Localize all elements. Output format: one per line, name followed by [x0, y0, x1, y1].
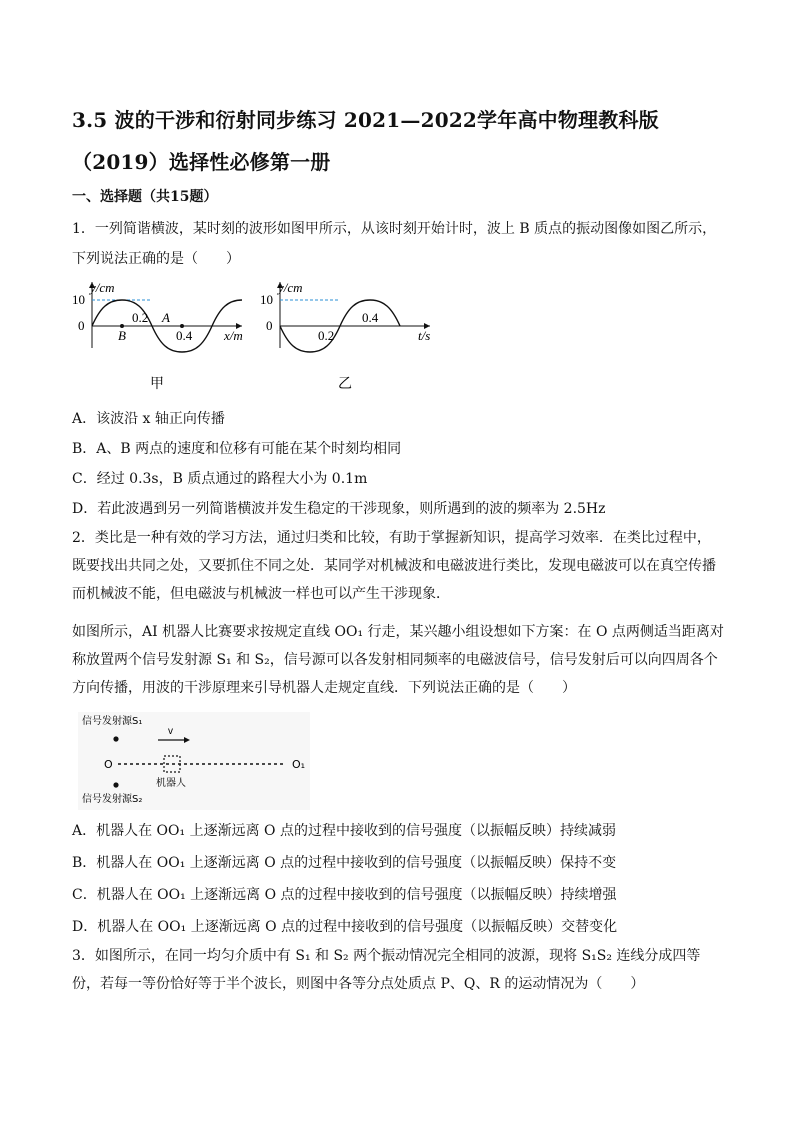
- s1-label: 信号发射源S₁: [82, 716, 143, 727]
- q2-option-d: D．机器人在 OO₁ 上逐渐远离 O 点的过程中接收到的信号强度（以振幅反映）交替变化: [72, 919, 618, 935]
- ytick-10: 10: [72, 292, 85, 307]
- q1-stem-line1: 1．一列简谐横波，某时刻的波形如图甲所示，从该时刻开始计时，波上 B 质点的振动图像如图乙所示，: [72, 221, 717, 237]
- q1-wave-graph-a: [70, 278, 260, 398]
- origin-label: 0: [78, 318, 85, 333]
- q2-option-b: B．机器人在 OO₁ 上逐渐远离 O 点的过程中接收到的信号强度（以振幅反映）保持不变: [72, 855, 617, 871]
- tlabel: t/s: [418, 328, 431, 343]
- q1-stem-line2: 下列说法正确的是（ ）: [72, 251, 240, 267]
- q2-option-c: C．机器人在 OO₁ 上逐渐远离 O 点的过程中接收到的信号强度（以振幅反映）持续增强: [72, 887, 617, 903]
- caption-jia: 甲: [150, 376, 164, 392]
- q2-paragraph-1: 2．类比是一种有效的学习方法，通过归类和比较，有助于掌握新知识，提高学习效率．在类比过程中，既要找出共同之处，又要抓住不同之处．某同学对机械波和电磁波进行类比，发现电磁波可以在真空传播而机械波不能，但电磁波与机械波一样也可以产生干涉现象．: [72, 530, 716, 602]
- point-b-label: B: [118, 328, 126, 343]
- xlabel: x/m: [224, 328, 243, 343]
- o1-label: O₁: [292, 758, 306, 771]
- section-heading: 一、选择题（共15题）: [72, 189, 218, 205]
- robot-label: 机器人: [156, 778, 186, 789]
- q1-option-c: C．经过 0.3s，B 质点通过的路程大小为 0.1m: [72, 471, 368, 487]
- q1-option-b: B．A、B 两点的速度和位移有可能在某个时刻均相同: [72, 441, 402, 457]
- o-label: O: [104, 758, 113, 771]
- q1-vibration-graph-b: [258, 278, 448, 398]
- label-0-2: 0.2: [318, 328, 335, 343]
- q1-option-a: A．该波沿 x 轴正向传播: [72, 411, 225, 427]
- label-0-4: 0.4: [176, 328, 193, 343]
- q2-option-a: A．机器人在 OO₁ 上逐渐远离 O 点的过程中接收到的信号强度（以振幅反映）持续减弱: [72, 823, 616, 839]
- caption-yi: 乙: [338, 376, 352, 392]
- ylabel: y/cm: [90, 280, 115, 295]
- q3-stem: 3．如图所示，在同一均匀介质中有 S₁ 和 S₂ 两个振动情况完全相同的波源，现将 S₁S₂ 连线分成四等份，若每一等份恰好等于半个波长，则图中各等分点处质点 P、Q、R 的运动情况为（ ）: [72, 948, 701, 992]
- origin-label: 0: [266, 318, 273, 333]
- q1-option-d: D．若此波遇到另一列简谐横波并发生稳定的干涉现象，则所遇到的波的频率为 2.5Hz: [72, 501, 606, 517]
- label-0-4: 0.4: [362, 310, 379, 325]
- velocity-label: v: [168, 726, 173, 737]
- ylabel: y/cm: [278, 280, 303, 295]
- s2-dot: [113, 782, 118, 787]
- label-0-2: 0.2: [132, 310, 149, 325]
- q2-paragraph-2: 如图所示，AI 机器人比赛要求按规定直线 OO₁ 行走，某兴趣小组设想如下方案：在 O 点两侧适当距离对称放置两个信号发射源 S₁ 和 S₂，信号源可以各发射相同频率的电磁波信号，信号发射后可以向四周各个方向传播，用波的干涉原理来引导机器人走规定直线．下列说法正确的是（ ）: [72, 624, 724, 696]
- document-title-line1: 3.5 波的干涉和衍射同步练习 2021—2022学年高中物理教科版: [72, 108, 659, 132]
- s1-dot: [113, 736, 118, 741]
- point-a-label: A: [162, 310, 170, 325]
- s2-label: 信号发射源S₂: [82, 794, 143, 805]
- ytick-10: 10: [260, 292, 273, 307]
- q2-robot-figure: [78, 712, 310, 810]
- document-title-line2: （2019）选择性必修第一册: [72, 150, 331, 174]
